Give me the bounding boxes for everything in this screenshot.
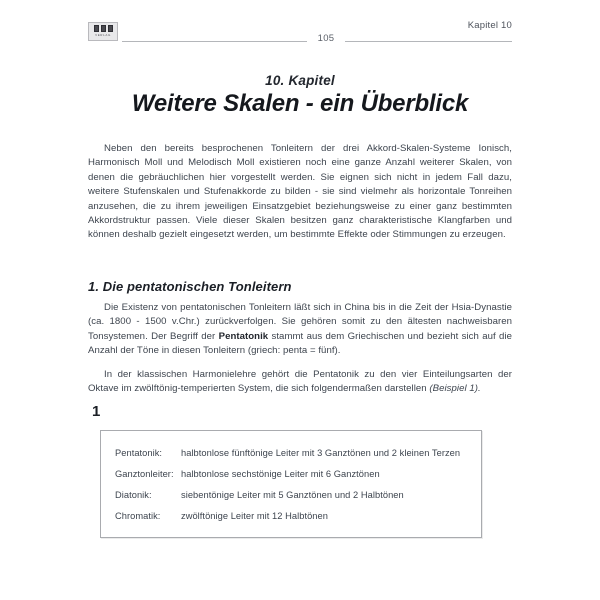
table-row [101, 505, 481, 526]
table-row [101, 463, 481, 484]
row-term: Chromatik: [115, 510, 161, 521]
chapter-eyebrow: 10. Kapitel [265, 73, 335, 88]
logo-glyph-group [94, 25, 113, 32]
header-rule-left [122, 41, 307, 42]
header-rule-right [345, 41, 512, 42]
row-description: halbtonlose fünftönige Leiter mit 3 Ganztönen und 2 kleinen Terzen [181, 447, 461, 458]
definitions-table [101, 442, 481, 526]
example-box [100, 430, 482, 538]
definitions-table-body [101, 442, 481, 526]
section-1-para-2-text-a: In der klassischen Harmonielehre gehört die Pentatonik zu den vier Einteilungsarten der Oktave im zwölftönig-temperierten System, die sich folgendermaßen darstellen [88, 368, 512, 395]
logo-wordmark: VERLAG [95, 33, 111, 37]
row-description: halbtonlose sechstönige Leiter mit 6 Ganztönen [181, 468, 380, 479]
section-1-paragraph-2 [88, 368, 512, 397]
section-1-para-1-text-a: Die Existenz von pentatonischen Tonleitern läßt sich in China bis in die Zeit der Hsia-Dynastie (ca. 1800 - 1500 v.Chr.) zurückverfolgen. Sie gehören somit zu den ältesten nachweisbaren Tonsystemen. Der Begriff der [88, 302, 512, 342]
section-1-paragraph-1 [88, 301, 512, 359]
publisher-logo [88, 22, 118, 41]
running-header [88, 20, 512, 46]
logo-glyph-icon [101, 25, 106, 32]
page-number: 105 [317, 33, 335, 44]
row-term: Diatonik: [115, 489, 152, 500]
row-description: zwölftönige Leiter mit 12 Halbtönen [181, 510, 328, 521]
row-term: Ganztonleiter: [115, 468, 174, 479]
row-description: siebentönige Leiter mit 5 Ganztönen und 2 Halbtönen [181, 489, 404, 500]
table-row [101, 442, 481, 463]
section-1-para-1-text-b: stammt aus dem Griechischen und bezieht sich auf die Anzahl der Töne in diesen Tonleitern (griech: penta = fünf). [88, 330, 512, 357]
intro-block [88, 142, 512, 252]
logo-glyph-icon [108, 25, 113, 32]
example-reference: (Beispiel 1). [429, 383, 481, 395]
chapter-label: Kapitel 10 [467, 20, 512, 31]
table-row [101, 484, 481, 505]
term-pentatonik: Pentatonik [218, 330, 269, 342]
section-1-block [88, 279, 512, 405]
intro-paragraph: Neben den bereits besprochenen Tonleitern der drei Akkord-Skalen-Systeme Ionisch, Harmonisch Moll und Melodisch Moll existieren noch eine ganze Anzahl weiterer Skalen, von denen die gebräuchlichen hier vorgestellt werden. Sie eignen sich nicht in jedem Fall dazu, weitere Stufenskalen und Stufenakkorde zu bilden - sie sind vielmehr als horizontale Tonreihen anzusehen, die zu ihrem jeweiligen Einsatzgebiet beziehungsweise zu einer ganz bestimmten Akkordstruktur passen. Viele dieser Skalen besitzen ganz charakteristische Klangfarben und können deshalb gezielt eingesetzt werden, um bestimmte Effekte oder Stimmungen zu erzeugen. [88, 143, 512, 241]
page-title: Weitere Skalen - ein Überblick [131, 90, 469, 117]
logo-glyph-icon [94, 25, 99, 32]
row-term: Pentatonik: [115, 447, 163, 458]
example-number-label: 1 [92, 403, 101, 420]
section-heading: 1. Die pentatonischen Tonleitern [88, 279, 292, 294]
